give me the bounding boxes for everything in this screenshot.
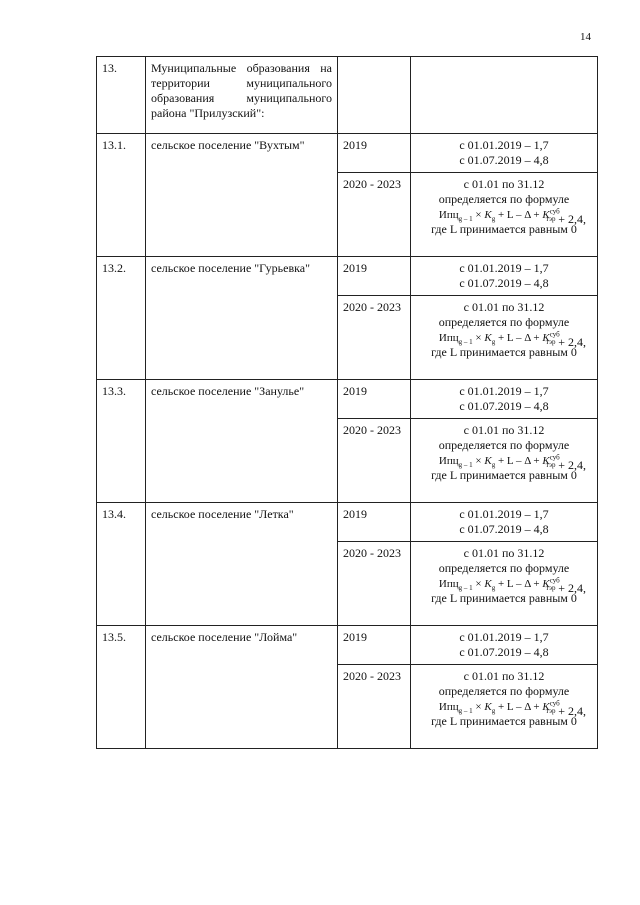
formula-part-k2: K	[542, 578, 550, 590]
tariff-table	[96, 56, 598, 749]
row-num: 13.5.	[97, 626, 146, 749]
formula-part-k2-sup: суб	[549, 453, 560, 462]
value-from-january: с 01.01.2019 – 1,7	[459, 138, 549, 152]
formula-tail: + 2,4,	[558, 704, 586, 718]
value-formula-caption: определяется по формуле	[438, 192, 570, 206]
formula-part-k2-sub: тэр	[545, 584, 556, 593]
value-l-note: где L принимается равным 0	[431, 222, 577, 236]
formula-part-ipc: Ипц	[438, 578, 459, 590]
value-formula-caption: определяется по формуле	[438, 561, 570, 575]
value-from-july: с 01.07.2019 – 4,8	[459, 399, 549, 413]
formula-part-k2-sup: суб	[549, 699, 560, 708]
formula-part-k2: K	[542, 209, 550, 221]
row-year-range: 2020 - 2023	[338, 665, 411, 749]
formula-part-k2-sup: суб	[549, 330, 560, 339]
formula	[416, 330, 592, 349]
value-period: с 01.01 по 31.12	[463, 669, 545, 683]
value-from-january: с 01.01.2019 – 1,7	[459, 261, 549, 275]
value-l-note: где L принимается равным 0	[431, 468, 577, 482]
header-value-empty	[411, 57, 598, 134]
row-settlement-name: сельское поселение "Гурьевка"	[146, 257, 338, 380]
formula-part-plus-l: + L – Δ +	[497, 209, 540, 221]
formula-part-k: K	[484, 455, 492, 467]
formula-part-k2-sub: тэр	[545, 707, 556, 716]
row-year-2019: 2019	[338, 626, 411, 665]
value-period: с 01.01 по 31.12	[463, 177, 545, 191]
row-year-range: 2020 - 2023	[338, 296, 411, 380]
value-from-january: с 01.01.2019 – 1,7	[459, 507, 549, 521]
page-number: 14	[580, 31, 591, 43]
formula-part-k2: K	[542, 455, 550, 467]
row-year-range: 2020 - 2023	[338, 419, 411, 503]
row-value-formula	[411, 665, 598, 749]
row-settlement-name: сельское поселение "Занулье"	[146, 380, 338, 503]
row-value-2019	[411, 257, 598, 296]
formula-part-k-sub: g	[491, 215, 496, 224]
formula-part-k2-sup: суб	[549, 207, 560, 216]
formula-part-ipc: Ипц	[438, 455, 459, 467]
row-settlement-name: сельское поселение "Летка"	[146, 503, 338, 626]
formula-part-times: ×	[475, 578, 482, 590]
value-from-july: с 01.07.2019 – 4,8	[459, 522, 549, 536]
formula-part-plus-l: + L – Δ +	[497, 578, 540, 590]
formula-part-times: ×	[475, 455, 482, 467]
value-period: с 01.01 по 31.12	[463, 300, 545, 314]
value-from-january: с 01.01.2019 – 1,7	[459, 384, 549, 398]
formula	[416, 699, 592, 718]
value-formula-caption: определяется по формуле	[438, 315, 570, 329]
header-num: 13.	[97, 57, 146, 134]
formula-part-ipc-sub: g – 1	[458, 215, 473, 224]
formula	[416, 453, 592, 472]
row-value-formula	[411, 542, 598, 626]
formula-part-k: K	[484, 701, 492, 713]
row-num: 13.4.	[97, 503, 146, 626]
row-num: 13.1.	[97, 134, 146, 257]
value-formula-caption: определяется по формуле	[438, 438, 570, 452]
formula-part-times: ×	[475, 209, 482, 221]
table-row	[97, 626, 598, 665]
formula-part-k2-sub: тэр	[545, 461, 556, 470]
row-value-2019	[411, 626, 598, 665]
formula-part-ipc-sub: g – 1	[458, 584, 473, 593]
formula-part-k-sub: g	[491, 584, 496, 593]
header-year-empty	[338, 57, 411, 134]
formula	[416, 207, 592, 226]
value-from-july: с 01.07.2019 – 4,8	[459, 276, 549, 290]
table-row	[97, 380, 598, 419]
row-settlement-name: сельское поселение "Вухтым"	[146, 134, 338, 257]
value-from-january: с 01.01.2019 – 1,7	[459, 630, 549, 644]
row-value-formula	[411, 173, 598, 257]
row-year-2019: 2019	[338, 257, 411, 296]
table-row	[97, 257, 598, 296]
row-value-formula	[411, 296, 598, 380]
value-l-note: где L принимается равным 0	[431, 591, 577, 605]
row-value-2019	[411, 380, 598, 419]
formula-part-k-sub: g	[491, 461, 496, 470]
formula-part-plus-l: + L – Δ +	[497, 701, 540, 713]
table-row	[97, 134, 598, 173]
table-row	[97, 503, 598, 542]
formula-part-k2: K	[542, 701, 550, 713]
formula-part-k: K	[484, 578, 492, 590]
formula-part-ipc-sub: g – 1	[458, 707, 473, 716]
formula-tail: + 2,4,	[558, 458, 586, 472]
value-from-july: с 01.07.2019 – 4,8	[459, 153, 549, 167]
value-l-note: где L принимается равным 0	[431, 714, 577, 728]
formula-part-k-sub: g	[491, 707, 496, 716]
formula-part-k: K	[484, 332, 492, 344]
formula-tail: + 2,4,	[558, 335, 586, 349]
formula-part-k: K	[484, 209, 492, 221]
formula-part-k2-sub: тэр	[545, 338, 556, 347]
row-value-2019	[411, 503, 598, 542]
formula-tail: + 2,4,	[558, 212, 586, 226]
value-l-note: где L принимается равным 0	[431, 345, 577, 359]
row-year-2019: 2019	[338, 380, 411, 419]
row-year-range: 2020 - 2023	[338, 542, 411, 626]
row-year-2019: 2019	[338, 134, 411, 173]
formula-part-ipc: Ипц	[438, 209, 459, 221]
formula-part-ipc: Ипц	[438, 332, 459, 344]
formula-part-k-sub: g	[491, 338, 496, 347]
formula-part-ipc-sub: g – 1	[458, 461, 473, 470]
formula-part-times: ×	[475, 332, 482, 344]
formula	[416, 576, 592, 595]
value-period: с 01.01 по 31.12	[463, 423, 545, 437]
row-num: 13.2.	[97, 257, 146, 380]
row-year-2019: 2019	[338, 503, 411, 542]
row-value-2019	[411, 134, 598, 173]
formula-part-k2-sub: тэр	[545, 215, 556, 224]
formula-part-k2-sup: суб	[549, 576, 560, 585]
row-num: 13.3.	[97, 380, 146, 503]
row-settlement-name: сельское поселение "Лойма"	[146, 626, 338, 749]
formula-part-plus-l: + L – Δ +	[497, 332, 540, 344]
formula-part-k2: K	[542, 332, 550, 344]
formula-part-times: ×	[475, 701, 482, 713]
value-period: с 01.01 по 31.12	[463, 546, 545, 560]
value-formula-caption: определяется по формуле	[438, 684, 570, 698]
value-from-july: с 01.07.2019 – 4,8	[459, 645, 549, 659]
row-year-range: 2020 - 2023	[338, 173, 411, 257]
formula-part-ipc-sub: g – 1	[458, 338, 473, 347]
row-value-formula	[411, 419, 598, 503]
formula-part-ipc: Ипц	[438, 701, 459, 713]
header-name: Муниципальные образования на территории муниципального образования муниципального района "Прилузский":	[146, 57, 338, 134]
table-header-row	[97, 57, 598, 134]
formula-tail: + 2,4,	[558, 581, 586, 595]
formula-part-plus-l: + L – Δ +	[497, 455, 540, 467]
